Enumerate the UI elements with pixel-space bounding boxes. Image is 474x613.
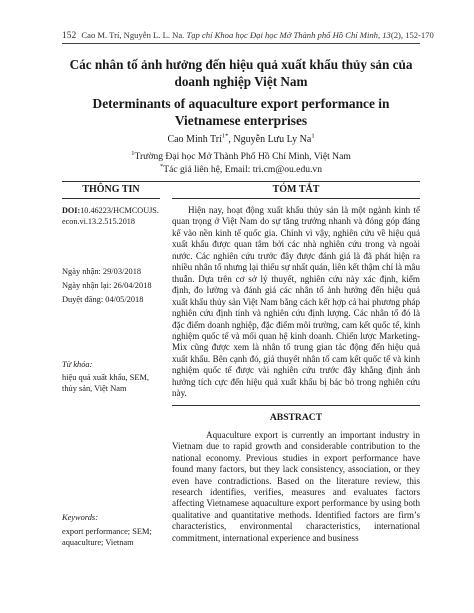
page-number: 152 bbox=[62, 31, 77, 41]
keywords-label-vi: Từ khóa: bbox=[62, 360, 93, 369]
author-separator: , bbox=[228, 134, 234, 145]
summary-heading: TÓM TẮT bbox=[272, 184, 320, 195]
info-table-top-rule bbox=[62, 181, 420, 182]
title-english: Determinants of aquaculture export performance in Vietnamese enterprises bbox=[92, 96, 390, 128]
summary-vietnamese: Hiện nay, hoạt động xuất khẩu thủy sản là một ngành kinh tế quan trọng ở Việt Nam do sự tăng trưởng nhanh và đóng góp đáng kể vào nền kinh tế quốc gia. Chính vì vậy, nghiên cứu về hiệu quả xuất khẩu được quan tâm bởi các nhà nghiên cứu trong và ngoài nước. Các nghiên cứu trước đây được đánh giá là đã phát hiện ra nhiều nhân tố nhưng lại thiếu sự nhất quán, liên kết thậm chí là mâu thuẫn. Dựa trên cơ sở lý thuyết, nghiên cứu này xác định, kiểm định, đo lường và đánh giá các nhân tố ảnh hưởng đến hiệu quả xuất khẩu thủy sản Việt Nam bằng cách kết hợp cả hai phương pháp nghiên cứu định tính và nghiên cứu định lượng. Các nhân tố đó là đặc điểm doanh nghiệp, đặc điểm môi trường, cam kết quốc tế, kinh nghiệm quốc tế và mối quan hệ kinh doanh. Chiến lược Marketing- Mix cũng được xem là nhân tố trung gian tác động đến hiệu quả xuất khẩu. Bên cạnh đó, giả thuyết nhân tố cam kết quốc tế và kinh nghiệm quốc tế được vài nghiên cứu trước đây khẳng định ảnh hưởng tích cực đến hiệu quả xuất khẩu bị bác bỏ trong nghiên cứu này. bbox=[172, 205, 420, 399]
corresponding-superscript: * bbox=[159, 162, 164, 170]
affiliation bbox=[62, 151, 420, 164]
abstract-divider bbox=[172, 405, 420, 406]
running-head-authors: Cao M. Trí, Nguyễn L. L. Na. bbox=[81, 30, 185, 40]
abstract-english: Aquaculture export is currently an important industry in Vietnam due to rapid growth and considerable contribution to the national economy. Previous studies in export performance have found many factors, but they lack consistency, association, or they even have contradictions. Based on the literature review, this research identifies, verifies, measures and evaluates factors affecting Vietnamese aquaculture export performance by using both qualitative and quantitative methods. Identified factors are firm’s characteristics, environmental characteristics, international commitment, international experience and business bbox=[172, 430, 420, 543]
doi bbox=[62, 205, 162, 227]
author-line bbox=[62, 134, 420, 145]
author-superscript: 1 bbox=[311, 132, 315, 140]
author-name: Nguyễn Lưu Ly Na bbox=[233, 134, 312, 145]
abstract-heading: ABSTRACT bbox=[269, 412, 323, 423]
summary-heading-rule bbox=[172, 198, 420, 199]
date-accepted: Duyệt đăng: 04/05/2018 bbox=[62, 295, 144, 304]
info-heading-rule bbox=[62, 198, 160, 199]
author-superscript: 1* bbox=[221, 132, 229, 140]
running-head-journal: Tạp chí Khoa học Đại học Mở Thành phố Hồ Chí Minh, 13 bbox=[186, 30, 391, 40]
corresponding-email: Tác giả liên hệ, Email: tri.cm@ou.edu.vn bbox=[163, 163, 323, 175]
affiliation-text: Trường Đại học Mở Thành Phố Hồ Chí Minh, Việt Nam bbox=[134, 151, 351, 162]
corresponding-author bbox=[62, 164, 420, 177]
doi-value: 10.46223/HCMCOUJS. econ.vi.13.2.515.2018 bbox=[62, 206, 159, 226]
keywords-vi: hiệu quả xuất khẩu, SEM, thủy sản, Việt Nam bbox=[62, 373, 149, 393]
info-heading: THÔNG TIN bbox=[82, 184, 140, 195]
running-head-issue: (2), 152-170 bbox=[390, 30, 434, 40]
author-name: Cao Minh Trí bbox=[167, 134, 222, 145]
keywords-label-en: Keywords: bbox=[62, 513, 98, 522]
affiliation-superscript: 1 bbox=[131, 149, 135, 157]
date-revised: Ngày nhận lại: 26/04/2018 bbox=[62, 281, 152, 290]
running-head bbox=[62, 30, 442, 41]
keywords-en: export performance; SEM; aquaculture; Vietnam bbox=[62, 527, 152, 547]
affiliation-block bbox=[62, 151, 420, 176]
doi-label: DOI: bbox=[62, 206, 81, 215]
header-divider bbox=[62, 43, 420, 44]
title-vietnamese: Các nhân tố ảnh hưởng đến hiệu quả xuất khẩu thủy sản của doanh nghiệp Việt Nam bbox=[69, 57, 413, 89]
date-received: Ngày nhận: 29/03/2018 bbox=[62, 267, 142, 276]
